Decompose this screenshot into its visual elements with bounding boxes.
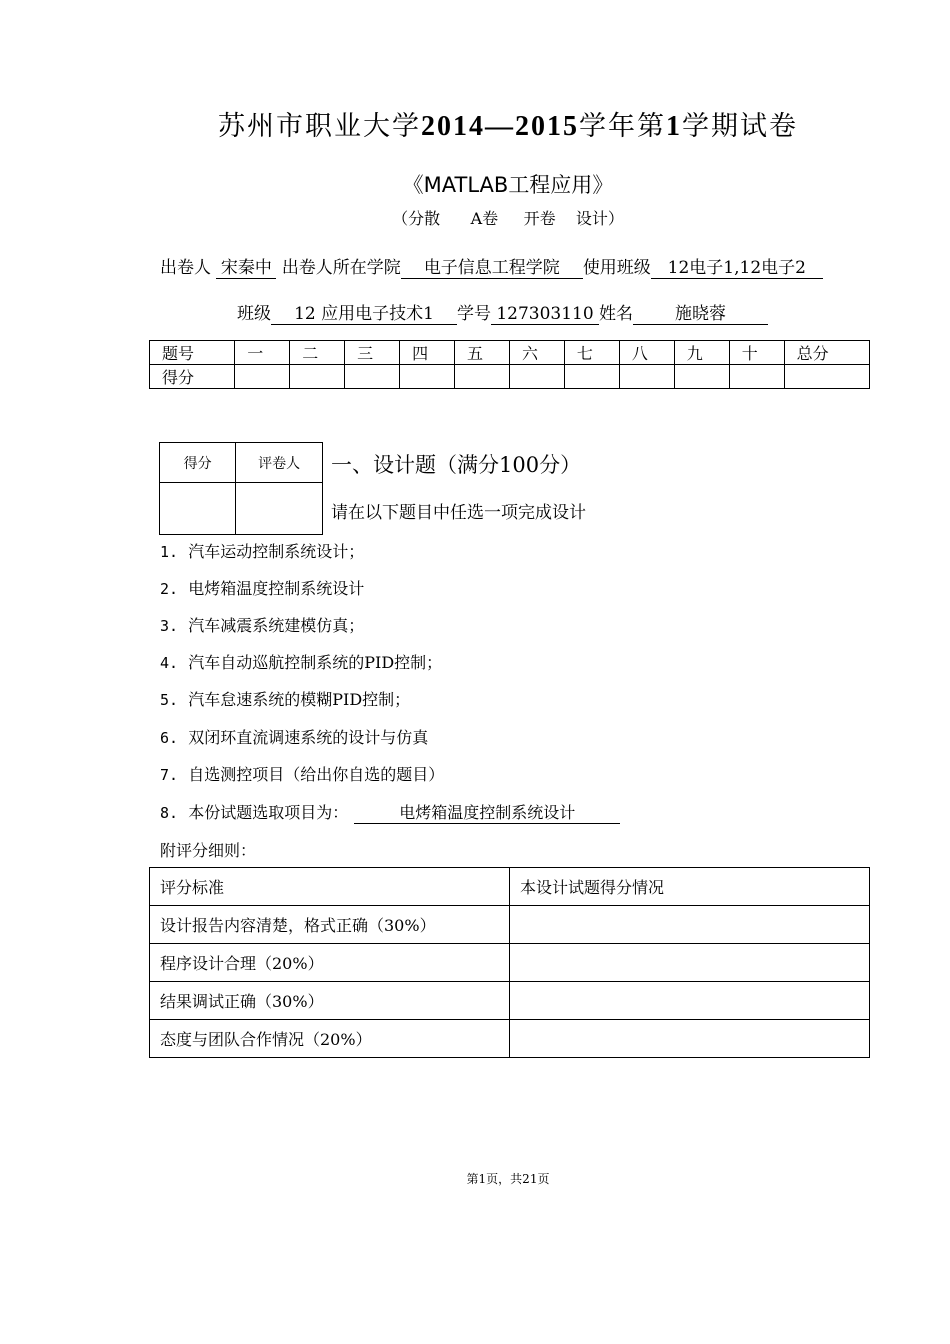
table-row: 结果调试正确（30%）: [150, 982, 870, 1020]
score-table-score-row: 得分: [150, 365, 870, 389]
exam-title: 苏州市职业大学2014—2015学年第1学期试卷: [218, 111, 798, 142]
student-id-field: 127303110: [491, 304, 599, 325]
section-instruction: 请在以下题目中任选一项完成设计: [331, 503, 586, 523]
class-field: 12 应用电子技术1: [271, 304, 457, 325]
exam-info-line-1: 出卷人 宋秦中 出卷人所在学院 电子信息工程学院 使用班级 12电子1,12电子2: [160, 253, 823, 279]
course-title: 《MATLAB工程应用》: [402, 173, 614, 197]
list-item: 6. 双闭环直流调速系统的设计与仿真: [160, 728, 429, 747]
table-row: 设计报告内容清楚，格式正确（30%）: [150, 906, 870, 944]
name-field: 施晓蓉: [633, 304, 768, 325]
classes-field: 12电子1,12电子2: [651, 258, 823, 279]
school-field: 电子信息工程学院: [401, 258, 583, 279]
exam-type: （分散 A卷 开卷 设计）: [392, 209, 624, 228]
list-item: 7. 自选测控项目（给出你自选的题目）: [160, 765, 445, 784]
table-row: 程序设计合理（20%）: [150, 944, 870, 982]
author-field: 宋秦中: [216, 258, 276, 279]
score-table-header-row: 题号 一 二 三 四 五 六 七 八 九 十 总分: [150, 341, 870, 365]
exam-info-line-2: 班级 12 应用电子技术1 学号 127303110 姓名 施晓蓉: [237, 299, 768, 325]
list-item: 8. 本份试题选取项目为： 电烤箱温度控制系统设计: [160, 800, 620, 824]
criteria-label: 附评分细则：: [160, 841, 257, 860]
criteria-table: [149, 867, 870, 1058]
page-footer: 第1页，共21页: [466, 1172, 550, 1186]
list-item: 1. 汽车运动控制系统设计；: [160, 542, 365, 561]
list-item: 4. 汽车自动巡航控制系统的PID控制；: [160, 653, 443, 672]
list-item: 3. 汽车减震系统建模仿真；: [160, 616, 365, 635]
table-row: 态度与团队合作情况（20%）: [150, 1020, 870, 1058]
grader-box: 得分 评卷人: [159, 442, 323, 535]
list-item: 2. 电烤箱温度控制系统设计: [160, 579, 365, 598]
list-item: 5. 汽车怠速系统的模糊PID控制；: [160, 690, 411, 709]
section-title: 一、设计题（满分100分）: [331, 453, 582, 477]
selected-project-field: 电烤箱温度控制系统设计: [354, 803, 620, 824]
score-table: [149, 340, 870, 389]
criteria-table-header: 评分标准 本设计试题得分情况: [150, 868, 870, 906]
